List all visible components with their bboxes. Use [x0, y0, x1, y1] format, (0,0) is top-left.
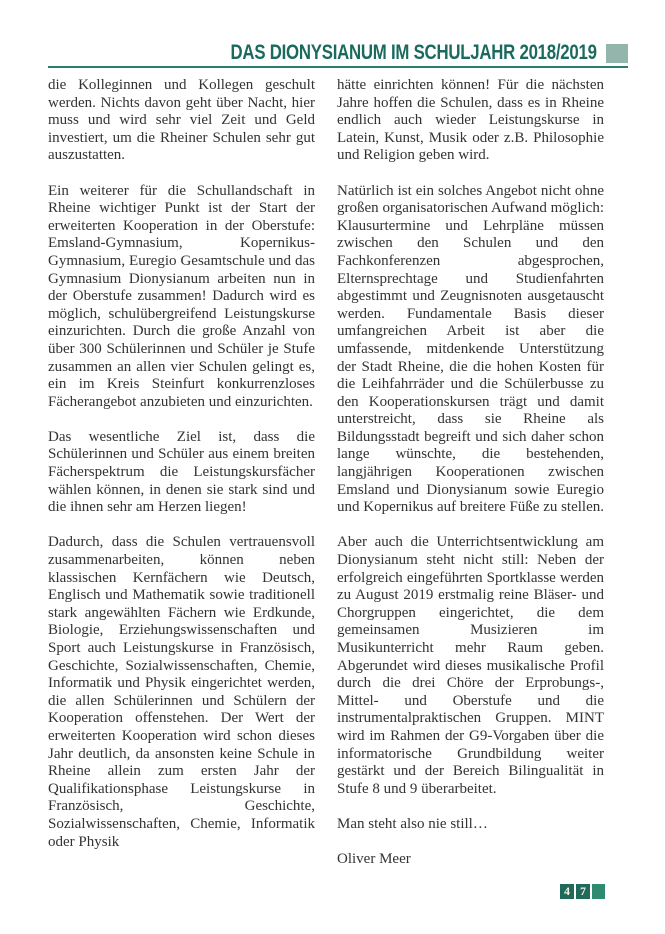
header-rule: [48, 66, 628, 68]
paragraph: hätte einrichten können! Für die nächsten Jahre hoffen die Schulen, dass es in Rheine endlich auch wieder Leistungskurse in Latein, Kunst, Musik oder z.B. Philosophie und Religion geben wird.: [337, 77, 604, 164]
page-number: 7: [576, 884, 590, 899]
paragraph: Das wesentliche Ziel ist, dass die Schülerinnen und Schüler aus einem breiten Fächerspektrum die Leistungskursfächer wählen können, in denen sie stark sind und die ihnen sehr am Herzen liegen!: [48, 428, 315, 516]
page-number-badge: [560, 884, 605, 899]
column-left: [48, 77, 315, 877]
paragraph: Natürlich ist ein solches Angebot nicht ohne großen organisatorischen Aufwand möglich: Klausurtermine und Lehrpläne müssen zwischen den Schulen und den Fachkonferenzen abgesprochen, Elternsprechtage und Studienfahrten abgestimmt und Zeugnisnoten ausgetauscht werden. Fundamentale Basis dieser umfangreichen Arbeit ist aber die umfassende, mitdenkende Unterstützung der Stadt Rheine, die die hohen Kosten für die Leihfahrräder und die Schülerbusse zu den Kooperationskursen trägt und damit unterstreicht, dass sie Rheine als Bildungsstadt begreift und sich daher schon lange wünschte, die bestehenden, langjährigen Kooperationen zwischen Emsland und Dionysianum sowie Euregio und Kopernikus auf breitere Füße zu stellen.: [337, 182, 604, 516]
article-body: [48, 77, 604, 877]
paragraph: die Kolleginnen und Kollegen geschult werden. Nichts davon geht über Nacht, hier muss und wird sehr viel Zeit und Geld investiert, um die Rheiner Schulen sehr gut auszustatten.: [48, 77, 315, 164]
column-right: [337, 77, 604, 877]
page-title: DAS DIONYSIANUM IM SCHULJAHR 2018/2019: [230, 41, 597, 64]
closing-line: Man steht also nie still…: [337, 815, 488, 832]
header-accent-square-icon: [606, 44, 628, 63]
paragraph: Ein weiterer für die Schullandschaft in Rheine wichtiger Punkt ist der Start der erweiterten Kooperation in der Oberstufe: Emsland-Gymnasium, Kopernikus-Gymnasium, Euregio Gesamtschule und das Gymnasium Dionysianum arbeiten nun in der Oberstufe zusammen! Dadurch wird es möglich, schulübergreifend Leistungskurse einzurichten. Durch die große Anzahl von über 300 Schülerinnen und Schüler je Stufe zusammen an allen vier Schulen gelingt es, ein im Kreis Steinfurt konkurrenzloses Fächerangebot anzubieten und einzurichten.: [48, 182, 315, 410]
author-signature: Oliver Meer: [337, 851, 411, 868]
header-row: [48, 41, 628, 66]
paragraph: Dadurch, dass die Schulen vertrauensvoll zusammenarbeiten, können neben klassischen Kernfächern wie Deutsch, Englisch und Mathematik sowie traditionell stark angewählten Fächern wie Erdkunde, Biologie, Erziehungswissenschaften und Sport auch Leistungskurse in Französisch, Geschichte, Sozialwissenschaften, Chemie, Informatik und Physik eingerichtet werden, die allen Schülerinnen und Schülern der Kooperation offenstehen. Der Wert der erweiterten Kooperation wird schon dieses Jahr deutlich, da ansonsten keine Schule in Rheine allein zum ersten Jahr der Qualifikationsphase Leistungskurse in Französisch, Geschichte, Sozialwissenschaften, Chemie, Informatik oder Physik: [48, 534, 315, 850]
paragraph: Aber auch die Unterrichtsentwicklung am Dionysianum steht nicht still: Neben der erfolgreich eingeführten Sportklasse werden zu August 2019 erstmalig reine Bläser- und Chorgruppen eingerichtet, die dem gemeinsamen Musizieren im Musikunterricht mehr Raum geben. Abgerundet wird dieses musikalische Profil durch die drei Chöre der Erprobungs-, Mittel- und Oberstufe und die instrumentalpraktischen Gruppen. MINT wird im Rahmen der G9-Vorgaben über die informatorische Grundbildung weiter gestärkt und der Bereich Bilingualität in Stufe 8 und 9 überarbeitet.: [337, 534, 604, 797]
badge-empty-square-icon: [592, 884, 605, 899]
page-number: 4: [560, 884, 574, 899]
page-header: [48, 41, 628, 68]
